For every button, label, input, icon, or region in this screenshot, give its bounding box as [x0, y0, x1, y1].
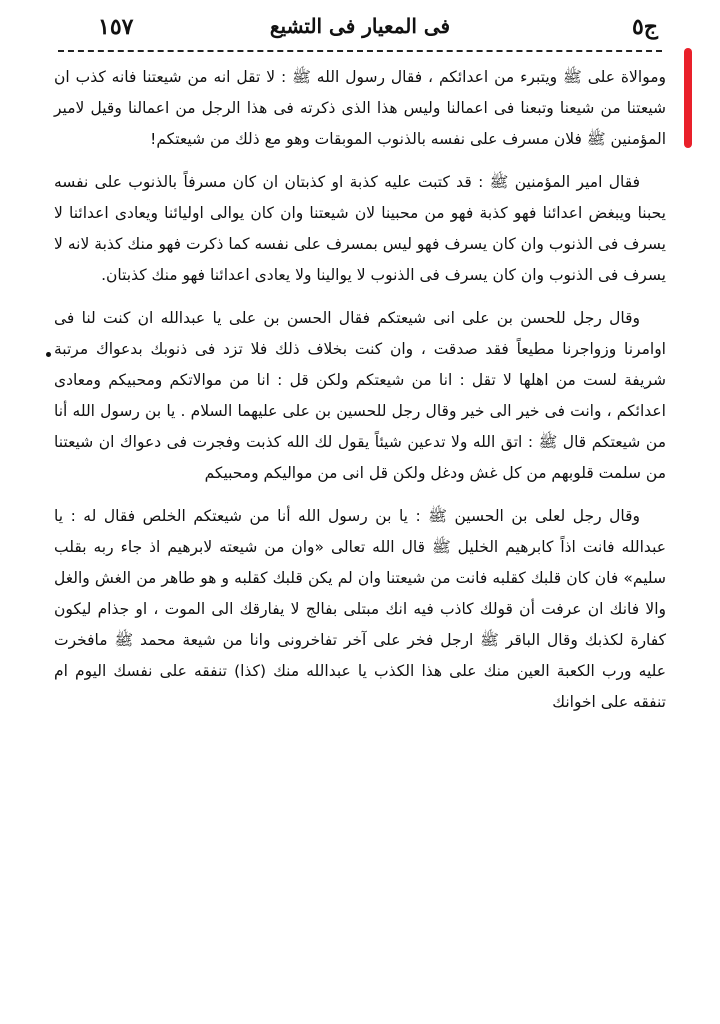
red-highlight-marker	[684, 48, 692, 148]
page-header	[58, 10, 662, 44]
paragraph-4: وقال رجل لعلى بن الحسين ﷺ : يا بن رسول الله أنا من شيعتكم الخلص فقال له : يا عبدالله فانت اذاً كابرهيم الخليل ﷺ قال الله تعالى «وان من شيعته لابرهيم اذ جاء ربه بقلب سليم» فان كان قلبك كقلبه فانت من شيعتنا وان لم يكن قلبك كقلبه و هو طاهر من الغش والغل والا فانك ان عرفت أن قولك كاذب فيه انك مبتلى بفالج لا يفارقك الى الموت ، او جذام ليكون كفارة لكذبك وقال الباقر ﷺ ارجل فخر على آخر تفاخرونى وانا من شيعة محمد ﷺ مافخرت عليه ورب الكعبة العين منك على هذا الكذب يا عبدالله منك (كذا) تنفقه على نفسك اليوم ام تنفقه على اخوانك	[54, 507, 666, 711]
body-text	[54, 62, 666, 730]
running-title: فى المعيار فى التشيع	[269, 14, 451, 38]
paragraph-1: وموالاة على ﷺ ويتبرء من اعدائكم ، فقال رسول الله ﷺ : لا تقل انه من شيعتنا فانه كذب ان شيعتنا من شيعنا وتبعنا فى اعمالنا وليس هذا الذى ذكرته فى هذا الرجل من اعمالنا وقيل لامير المؤمنين ﷺ فلان مسرف على نفسه بالذنوب الموبقات وهو مع ذلك من شيعتكم!	[54, 68, 666, 148]
margin-dot	[46, 352, 51, 357]
header-divider	[58, 50, 662, 52]
paragraph-2: فقال امير المؤمنين ﷺ : قد كتبت عليه كذبة او كذبتان ان كان مسرفاً بالذنوب على نفسه يحبنا ويبغض اعدائنا فهو كذبة فهو من محبينا لان شيعتنا وان كان يوالى اوليائنا ويعادى اعدائنا لا يسرف فى الذنوب وان كان يسرف فهو ليس بمسرف على نفسه كما ذكرت فهو منك كذبة لانه لا يسرف فى الذنوب وان كان يسرف فى الذنوب لا يوالينا ولا يعادى اعدائنا فهو منك كذبتان.	[54, 173, 666, 284]
volume-label: ج٥	[631, 14, 658, 40]
page-number: ١٥٧	[98, 14, 134, 40]
paragraph-3: وقال رجل للحسن بن على انى شيعتكم فقال الحسن بن على يا عبدالله ان كنت لنا فى اوامرنا وزواجرنا مطيعاً فقد صدقت ، وان كنت بخلاف ذلك فلا تزد فى ذنوبك بدعواك مرتبة شريفة لست من اهلها لا تقل : انا من شيعتكم ولكن قل : انا من موالاتكم ومحبيكم ومعادى اعدائكم ، وانت فى خير الى خير وقال رجل للحسين بن على عليهما السلام . يا بن رسول الله أنا من شيعتكم قال ﷺ : اتق الله ولا تدعين شيئاً يقول لك الله كذبت وفجرت فى دعواك ان شيعتنا من سلمت قلوبهم من كل غش ودغل ولكن قل انى من مواليكم ومحبيكم	[54, 309, 666, 482]
